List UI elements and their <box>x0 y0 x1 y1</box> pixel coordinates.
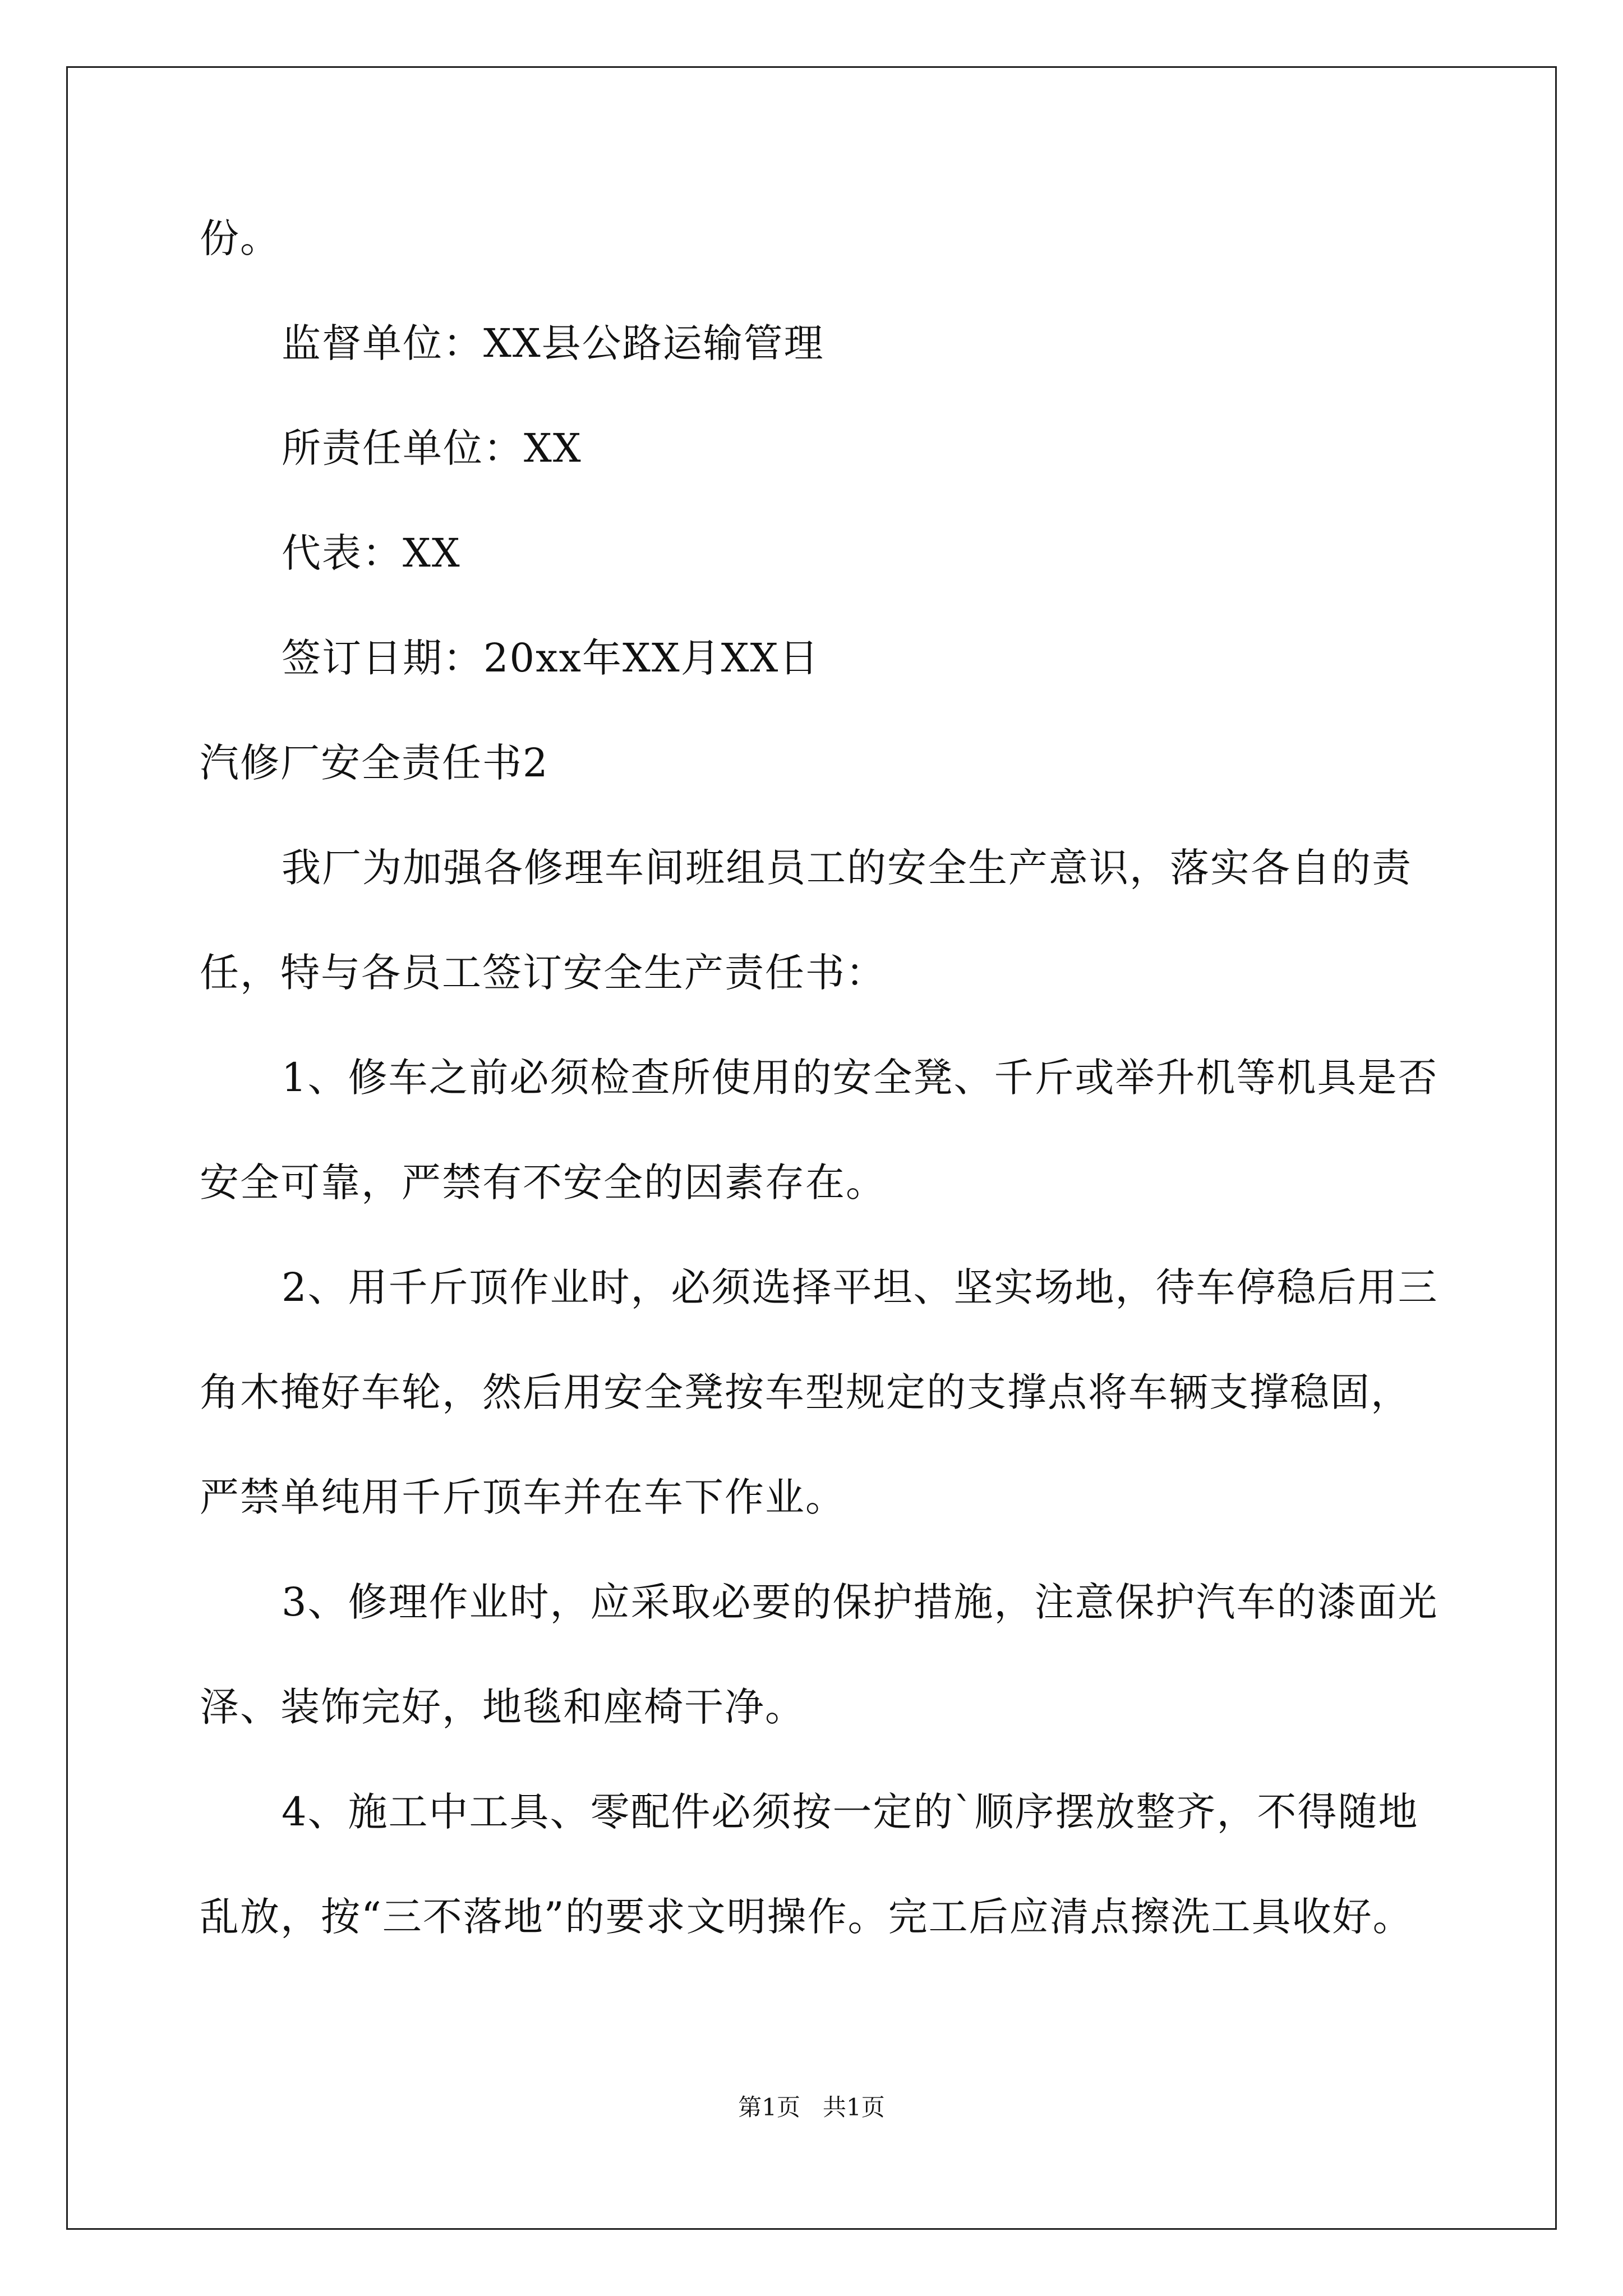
section-title: 汽修厂安全责任书2 <box>200 740 549 786</box>
paragraph-line: 泽、装饰完好，地毯和座椅干净。 <box>200 1684 805 1730</box>
paragraph-line: 安全可靠，严禁有不安全的因素存在。 <box>200 1159 886 1205</box>
paragraph-line: 我厂为加强各修理车间班组员工的安全生产意识，落实各自的责 <box>282 845 1412 891</box>
responsible-unit-line: 所责任单位：XX <box>282 425 582 471</box>
paragraph-line: 4、施工中工具、零配件必须按一定的`顺序摆放整齐，不得随地 <box>282 1789 1419 1835</box>
paragraph-line: 2、用千斤顶作业时，必须选择平坦、坚实场地，待车停稳后用三 <box>282 1264 1438 1310</box>
supervisor-unit-line: 监督单位：XX县公路运输管理 <box>282 320 824 366</box>
paragraph-line: 任，特与各员工签订安全生产责任书： <box>200 950 886 996</box>
page-footer: 第1页 共1页 <box>738 2093 885 2121</box>
paragraph-line: 份。 <box>200 215 280 261</box>
signing-date-line: 签订日期：20xx年XX月XX日 <box>282 635 820 681</box>
paragraph-line: 1、修车之前必须检查所使用的安全凳、千斤或举升机等机具是否 <box>282 1055 1438 1101</box>
representative-line: 代表：XX <box>282 530 461 576</box>
paragraph-line: 乱放，按“三不落地”的要求文明操作。完工后应清点擦洗工具收好。 <box>200 1894 1413 1940</box>
paragraph-line: 严禁单纯用千斤顶车并在车下作业。 <box>200 1474 846 1520</box>
paragraph-line: 3、修理作业时，应采取必要的保护措施，注意保护汽车的漆面光 <box>282 1579 1438 1625</box>
paragraph-line: 角木掩好车轮，然后用安全凳按车型规定的支撑点将车辆支撑稳固， <box>200 1369 1411 1415</box>
